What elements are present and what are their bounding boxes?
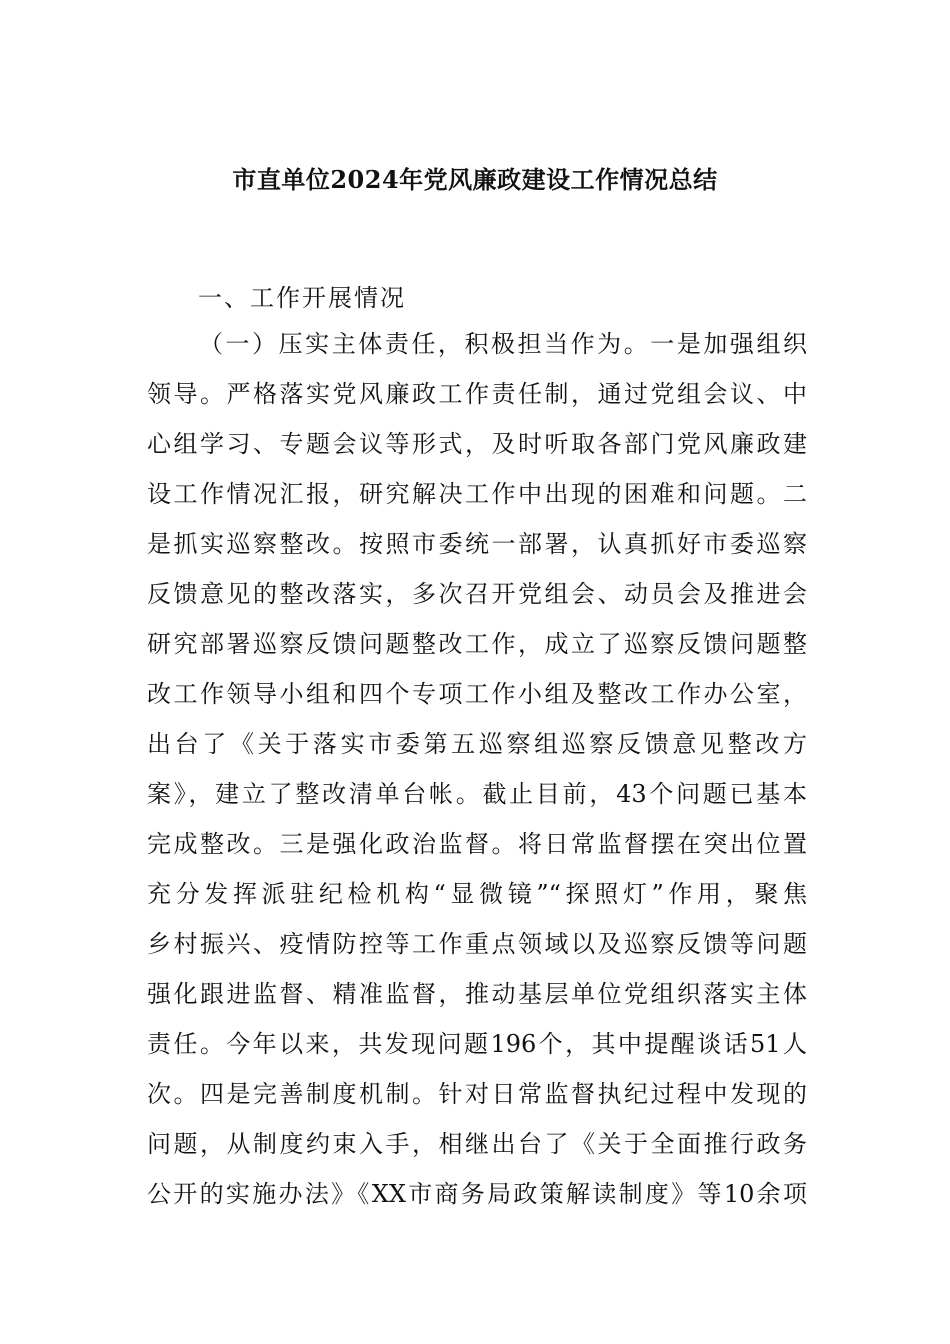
paragraph-line: 出台了《关于落实市委第五巡察组巡察反馈意见整改方 [147,730,807,758]
document-title: 市直单位2024年党风廉政建设工作情况总结 [232,165,718,194]
paragraph-line: 案》，建立了整改清单台帐。截止目前，43个问题已基本 [147,780,807,808]
paragraph-line: 改工作领导小组和四个专项工作小组及整改工作办公室， [147,680,807,708]
paragraph-line: 反馈意见的整改落实，多次召开党组会、动员会及推进会 [147,580,807,608]
paragraph-line: 充分发挥派驻纪检机构“显微镜”“探照灯”作用，聚焦 [147,880,807,908]
paragraph-line: 设工作情况汇报，研究解决工作中出现的困难和问题。二 [147,480,807,508]
paragraph-line: 强化跟进监督、精准监督，推动基层单位党组织落实主体 [147,980,807,1008]
paragraph-line: 次。四是完善制度机制。针对日常监督执纪过程中发现的 [147,1080,807,1108]
paragraph-line: 乡村振兴、疫情防控等工作重点领域以及巡察反馈等问题 [147,930,807,958]
paragraph-line: 完成整改。三是强化政治监督。将日常监督摆在突出位置 [147,830,807,858]
body-paragraph [147,326,807,1226]
paragraph-line: 问题，从制度约束入手，相继出台了《关于全面推行政务 [147,1130,807,1158]
paragraph-line: （一）压实主体责任，积极担当作为。一是加强组织 [199,330,807,358]
paragraph-line: 领导。严格落实党风廉政工作责任制，通过党组会议、中 [147,380,807,408]
paragraph-line: 心组学习、专题会议等形式，及时听取各部门党风廉政建 [147,430,807,458]
paragraph-line: 研究部署巡察反馈问题整改工作，成立了巡察反馈问题整 [147,630,807,658]
paragraph-line: 是抓实巡察整改。按照市委统一部署，认真抓好市委巡察 [147,530,807,558]
section-heading: 一、工作开展情况 [198,284,406,312]
paragraph-line: 责任。今年以来，共发现问题196个，其中提醒谈话51人 [147,1030,807,1058]
paragraph-line: 公开的实施办法》《XX市商务局政策解读制度》等10余项 [147,1180,807,1208]
